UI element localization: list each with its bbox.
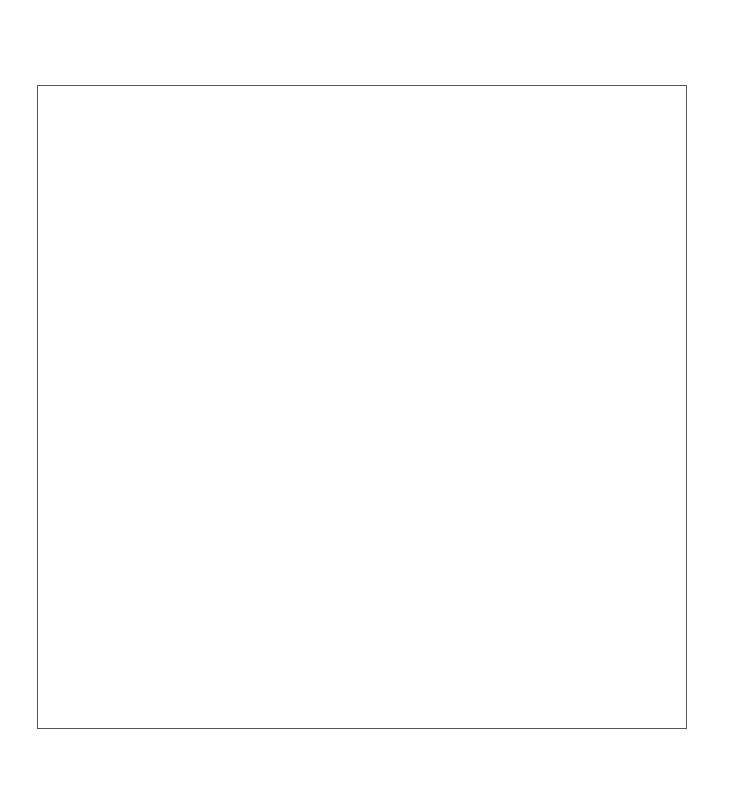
footer [37, 762, 54, 776]
ugr-table-box [37, 85, 687, 729]
